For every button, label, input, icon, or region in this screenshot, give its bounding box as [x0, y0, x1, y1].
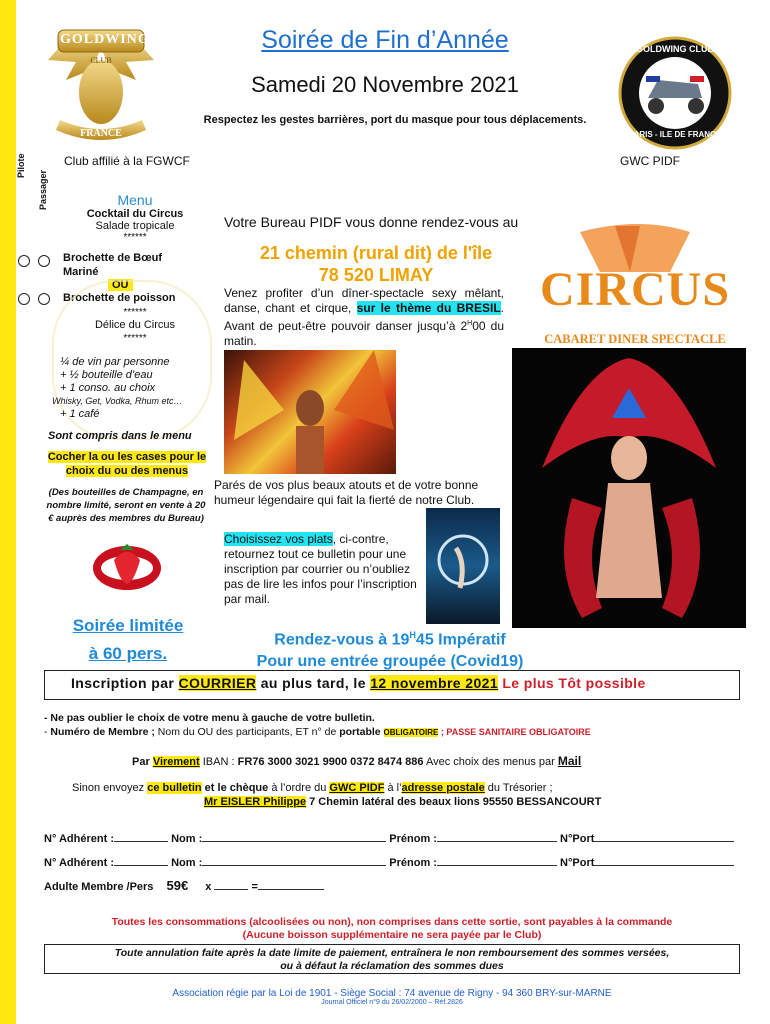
menu-starter: Cocktail du Circus	[86, 208, 184, 220]
menu-starter-sub: Salade tropicale	[95, 220, 175, 232]
form-row-1: N° Adhérent : Nom : Prénom : N°Port	[44, 832, 734, 845]
drinks-line: + ½ bouteille d’eau	[60, 369, 153, 381]
prenom-field[interactable]	[437, 832, 557, 842]
menu-option-boeuf: Brochette de Bœuf Mariné	[63, 252, 162, 278]
venue-address	[220, 242, 532, 286]
total-field[interactable]	[258, 880, 324, 890]
payment-cheque: Sinon envoyez ce bulletin et le chèque à l’ordre du GWC PIDF à l’adresse postale du Trésorier ;	[72, 782, 553, 794]
prenom-field[interactable]	[437, 856, 557, 866]
courrier-highlight: COURRIER	[178, 675, 257, 691]
menu-heading: Menu	[117, 192, 153, 208]
virement-highlight: Virement	[152, 756, 200, 768]
menu-instruction-text: Cocher la ou les cases pour le choix du ou des menus	[47, 451, 207, 477]
radio-passager-boeuf[interactable]	[38, 255, 50, 267]
rendezvous-notice	[220, 624, 560, 673]
limited-line: à 60 pers.	[88, 644, 168, 663]
club-affiliation: Club affilié à la FGWCF	[64, 154, 190, 168]
radio-pilote-poisson[interactable]	[18, 293, 30, 305]
limited-line: Soirée limitée	[72, 616, 184, 635]
menu-separator: ******	[123, 232, 147, 243]
menu-option-poisson: Brochette de poisson	[63, 292, 176, 304]
club-name: GWC PIDF	[620, 154, 680, 168]
menu-separator: ******	[123, 333, 147, 344]
adherent-field[interactable]	[114, 856, 168, 866]
logo-left-top-text: GOLDWING	[60, 32, 150, 47]
champagne-note: (Des bouteilles de Champagne, en nombre limité, seront en vente à 20 € auprès des membres du Bureau)	[46, 487, 206, 524]
asap-text: Le plus Tôt possible	[502, 675, 646, 691]
menu-dessert: Délice du Circus	[94, 319, 176, 331]
radio-passager-poisson[interactable]	[38, 293, 50, 305]
passager-label: Passager	[38, 169, 48, 210]
association-info: Association régie par la Loi de 1901 - Siège Social : 74 avenue de Rigny - 94 360 BRY-sur-MARNE Journal Officiel n°9 du 26/02/2000 – Réf.2826	[172, 988, 612, 1006]
main-paragraph: Venez profiter d’un dîner-spectacle sexy mêlant, danse, chant et cirque, sur le thème du BRESIL. Avant de peut-être pouvoir danser jusqu’à $2^H00$ du matin.	[224, 286, 504, 348]
nom-field[interactable]	[202, 856, 386, 866]
menu-included: Sont compris dans le menu	[48, 430, 192, 442]
drinks-line: + 1 conso. au choix	[60, 382, 156, 394]
logo-left-middle-text: CLUB	[90, 56, 112, 65]
page-title: Soirée de Fin d’Année	[261, 26, 509, 54]
choose-highlight: Choisissez vos plats	[224, 532, 333, 546]
menu-or-label: OU	[108, 279, 133, 291]
port-field[interactable]	[594, 856, 734, 866]
price-value: 59€	[166, 878, 189, 893]
note-member: - Numéro de Membre ; Nom du OU des participants, ET n° de portable OBLIGATOIRE ; PASSE SANITAIRE OBLIGATOIRE	[44, 726, 591, 738]
gwc-pidf-logo	[618, 36, 732, 150]
mandatory-badge: OBLIGATOIRE	[383, 728, 439, 737]
main-intro: Votre Bureau PIDF vous donne rendez-vous au	[224, 214, 519, 230]
logo-right-bottom-text: PARIS - ILE DE FRANCE	[628, 130, 722, 139]
note-menu: - Ne pas oublier le choix de votre menu à gauche de votre bulletin.	[44, 712, 375, 724]
address-line: 21 chemin (rural dit) de l'île	[259, 243, 493, 263]
paragraph-choisissez: Choisissez vos plats, ci-contre, retournez tout ce bulletin pour une inscription par courrier ou n’oubliez pas de lire les infos pour l’inscription par mail.	[224, 532, 417, 606]
treasurer-address: Mr EISLER Philippe 7 Chemin latéral des beaux lions 95550 BESSANCOURT	[204, 796, 602, 808]
circus-logo-sub: CABARET DINER SPECTACLE	[544, 332, 726, 346]
strawberry-lips-image	[92, 542, 162, 592]
port-field[interactable]	[594, 832, 734, 842]
theme-highlight: sur le thème du BRESIL	[356, 301, 501, 315]
form-price-row: Adulte Membre /Pers 59€ x =	[44, 878, 324, 893]
drinks-line: ¼ de vin par personne	[60, 356, 170, 368]
logo-left-bottom-text: FRANCE	[80, 128, 122, 139]
form-row-2: N° Adhérent : Nom : Prénom : N°Port	[44, 856, 734, 869]
circus-logo-text: CIRCUS	[539, 263, 731, 316]
limited-notice	[40, 612, 216, 668]
pilote-label: Pilote	[16, 153, 26, 178]
nom-field[interactable]	[202, 832, 386, 842]
quantity-field[interactable]	[214, 880, 248, 890]
rendezvous-line: Pour une entrée groupée (Covid19)	[256, 653, 524, 671]
menu-separator: ******	[123, 307, 147, 318]
payment-virement: Par Virement IBAN : FR76 3000 3021 9900 0372 8474 886 Avec choix des menus par Mail	[132, 754, 582, 768]
drinks-line: + 1 café	[60, 408, 100, 420]
inscription-box: Inscription par COURRIER au plus tard, le 12 novembre 2021 Le plus Tôt possible	[44, 670, 740, 700]
menu-instruction	[44, 450, 210, 478]
goldwing-france-logo	[36, 20, 166, 150]
rendezvous-line: Rendez-vous à $19^H45$ Impératif	[274, 630, 506, 649]
logo-right-top-text: GOLDWING CLUB	[636, 44, 714, 54]
health-notice: Respectez les gestes barrières, port du masque pour tous déplacements.	[203, 114, 587, 126]
address-line: 78 520 LIMAY	[318, 265, 434, 285]
adherent-field[interactable]	[114, 832, 168, 842]
event-date: Samedi 20 Novembre 2021	[251, 72, 519, 97]
cancellation-box: Toute annulation faite après la date limite de paiement, entraînera le non remboursement des sommes versées, ou à défaut la réclamation des sommes dues	[44, 944, 740, 974]
showgirl-photo	[512, 348, 746, 628]
consumption-notice: Toutes les consommations (alcoolisées ou non), non comprises dans cette sortie, sont payables à la commande (Aucune boisson supplémentaire ne sera payée par le Club)	[111, 916, 673, 941]
paragraph-pares: Parés de vos plus beaux atouts et de votre bonne humeur légendaire qui fait la fierté de notre Club.	[214, 478, 479, 507]
circus-logo	[520, 222, 750, 348]
samba-dancer-photo	[224, 350, 396, 474]
radio-pilote-boeuf[interactable]	[18, 255, 30, 267]
yellow-side-bar	[0, 0, 16, 1024]
iban-value: FR76 3000 3021 9900 0372 8474 886	[237, 756, 424, 768]
deadline-date: 12 novembre 2021	[370, 675, 499, 691]
drinks-line: Whisky, Get, Vodka, Rhum etc…	[52, 396, 183, 406]
aerial-performer-photo	[426, 508, 500, 624]
treasurer-name: Mr EISLER Philippe	[204, 796, 307, 808]
